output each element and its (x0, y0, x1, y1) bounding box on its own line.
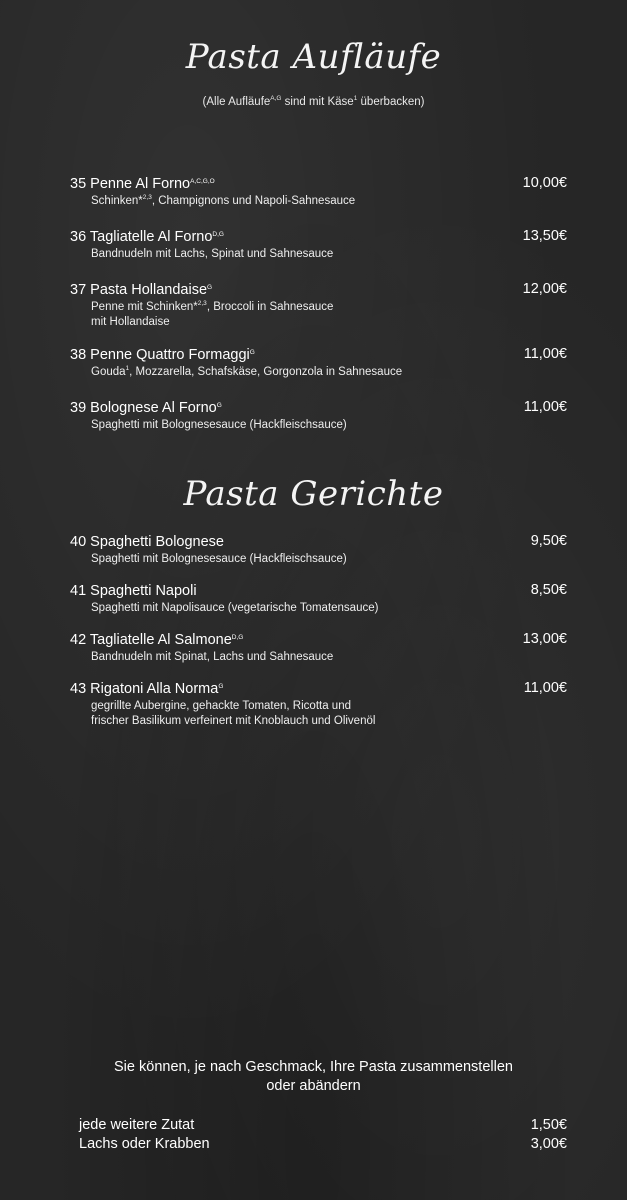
item-name: 41 Spaghetti Napoli (70, 583, 197, 599)
allergen-sup: D,G (231, 634, 244, 641)
allergen-sup: D,G (212, 231, 224, 238)
customization-note (0, 1058, 627, 1096)
item-name: 42 Tagliatelle Al Salmone$^{D,G}$ (70, 632, 244, 648)
note-line: oder abändern (266, 1078, 361, 1094)
item-price: 9,50€ (530, 533, 567, 549)
allergen-sup: A,C,G,O (190, 178, 215, 185)
item-description: Bandnudeln mit Lachs, Spinat und Sahnesauce (91, 248, 334, 260)
item-price: 11,00€ (523, 399, 567, 415)
note-line: Sie können, je nach Geschmack, Ihre Pasta zusammenstellen (114, 1059, 513, 1075)
subtitle-text: überbacken) (357, 96, 425, 108)
allergen-sup: 1 (353, 95, 358, 102)
item-description: gegrillte Aubergine, gehackte Tomaten, Ricotta und (91, 700, 351, 712)
item-name: 40 Spaghetti Bolognese (70, 534, 224, 550)
menu-item (70, 680, 567, 729)
menu-item (70, 281, 567, 330)
section-title-pasta-gerichte: Pasta Gerichte (183, 474, 444, 514)
item-price: 10,00€ (522, 175, 567, 191)
allergen-sup: G (207, 284, 213, 291)
allergen-sup: G (249, 349, 255, 356)
section-title-pasta-auflaeufe: Pasta Aufläufe (185, 37, 442, 77)
item-description: Spaghetti mit Bolognesesauce (Hackfleischsauce) (91, 419, 347, 431)
item-description-line2: mit Hollandaise (91, 316, 170, 328)
menu-item (70, 582, 567, 616)
item-description: Penne mit Schinken*$^{2,3}$, Broccoli in Sahnesauce (91, 300, 334, 313)
item-description: Gouda$^1$, Mozzarella, Schafskäse, Gorgonzola in Sahnesauce (91, 365, 403, 378)
item-price: 12,00€ (522, 281, 567, 297)
item-price: 11,00€ (523, 680, 567, 696)
item-name: 39 Bolognese Al Forno$^G$ (70, 400, 222, 416)
menu-item (70, 175, 567, 209)
item-price: 11,00€ (523, 346, 567, 362)
extra-price: 1,50€ (530, 1117, 567, 1133)
item-description: Spaghetti mit Bolognesesauce (Hackfleischsauce) (91, 553, 347, 565)
item-name: 43 Rigatoni Alla Norma$^G$ (70, 681, 224, 697)
extra-row (79, 1136, 567, 1155)
item-price: 13,00€ (522, 631, 567, 647)
subtitle-text: (Alle Aufläufe (202, 96, 271, 108)
item-price: 8,50€ (530, 582, 567, 598)
menu-item (70, 533, 567, 567)
item-description-line2: frischer Basilikum verfeinert mit Knoblauch und Olivenöl (91, 715, 376, 727)
menu-item (70, 631, 567, 665)
extra-label: Lachs oder Krabben (79, 1136, 210, 1152)
menu-item (70, 346, 567, 380)
item-name: 38 Penne Quattro Formaggi$^G$ (70, 347, 255, 363)
extra-label: jede weitere Zutat (79, 1117, 195, 1133)
allergen-sup: G (216, 402, 222, 409)
item-name: 37 Pasta Hollandaise$^G$ (70, 282, 213, 298)
item-price: 13,50€ (522, 228, 567, 244)
item-description: Schinken*$^{2,3}$, Champignons und Napoli-Sahnesauce (91, 194, 356, 207)
item-name: 35 Penne Al Forno$^{A,C,G,O}$ (70, 176, 215, 192)
item-description: Bandnudeln mit Spinat, Lachs und Sahnesauce (91, 651, 334, 663)
allergen-sup: A,G (270, 95, 282, 102)
subtitle-text: sind mit Käse (281, 96, 354, 108)
allergen-sup: G (218, 683, 224, 690)
menu-item (70, 228, 567, 262)
item-name: 36 Tagliatelle Al Forno$^{D,G}$ (70, 229, 224, 245)
item-description: Spaghetti mit Napolisauce (vegetarische Tomatensauce) (91, 602, 379, 614)
section-subtitle (0, 96, 627, 108)
extra-row (79, 1117, 567, 1136)
menu-item (70, 399, 567, 433)
extra-price: 3,00€ (530, 1136, 567, 1152)
